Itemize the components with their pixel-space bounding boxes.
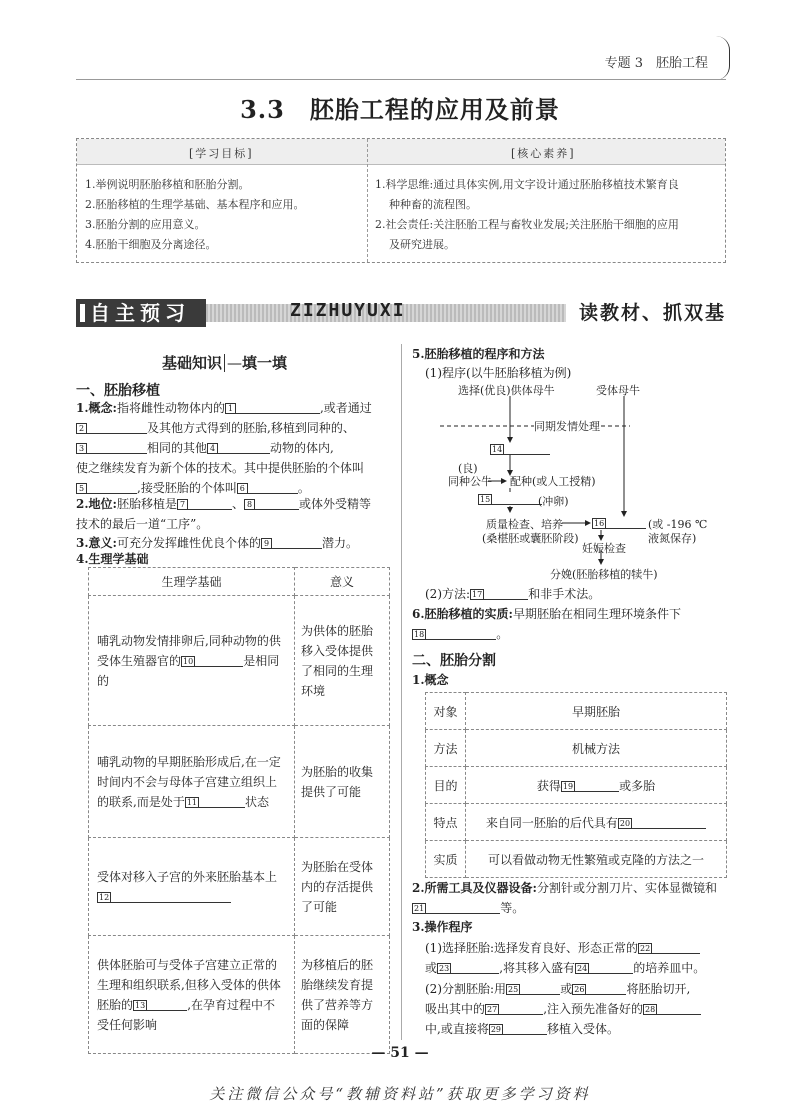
goals-right-title: [核心素养] (511, 147, 576, 160)
section-5-heading: 5.胚胎移植的程序和方法 (412, 347, 545, 361)
band-left-title: 自主预习 (76, 299, 206, 327)
flow-blank-16: 16 (592, 516, 646, 530)
footer-note: 关注微信公众号“教辅资料站”获取更多学习资料 (209, 1085, 591, 1103)
table-row: 目的 获得 19 或多胎 (426, 767, 727, 804)
flow-stage: (桑椹胚或囊胚阶段) (482, 532, 579, 545)
meaning-paragraph: 3.意义:可充分发挥雌性优良个体的 9 潜力。 (76, 536, 358, 550)
flow-cryo: (或 -196 ℃ (648, 518, 708, 531)
program-label: (1)程序(以牛胚胎移植为例) (425, 366, 572, 380)
table-header: 生理学基础 (89, 568, 295, 596)
flow-birth: 分娩(胚胎移植的犊牛) (550, 568, 658, 581)
table-row: 对象 早期胚胎 (426, 693, 727, 730)
tools-paragraph: 2.所需工具及仪器设备:分割针或分割刀片、实体显微镜和 21 等。 (412, 881, 717, 915)
list-item: 3.胚胎分割的应用意义。 (85, 218, 206, 231)
table-row: 哺乳动物的早期胚胎形成后,在一定时间内不会与母体子宫建立组织上的联系,而是处于 11 状态 为胚胎的收集提供了可能 (89, 726, 390, 838)
flow-diagram (410, 380, 730, 580)
list-item: 4.胚胎干细胞及分离途径。 (85, 238, 217, 251)
list-item: 1.科学思维:通过具体实例,用文字设计通过胚胎移植技术繁育良 (375, 178, 679, 191)
header-rule (76, 79, 726, 80)
flow-recipient: 受体母牛 (596, 384, 640, 397)
list-item: 2.社会责任:关注胚胎工程与畜牧业发展;关注胚胎干细胞的应用 (375, 218, 679, 231)
flow-bull: 同种公牛 (448, 475, 492, 488)
goals-divider (367, 139, 368, 262)
subheading-right: 填一填 (242, 354, 288, 372)
band-pin (80, 304, 85, 322)
table-row: 特点 来自同一胚胎的后代具有 20 (426, 804, 727, 841)
band-right-title: 读教材、抓双基 (566, 296, 726, 330)
page-number: — 51 — (371, 1045, 429, 1061)
flow-check: 质量检查、培养 (486, 518, 563, 531)
table-header: 意义 (295, 568, 390, 596)
section-band (76, 296, 726, 330)
concept-paragraph: 1.概念:指将雌性动物体内的 1 ,或者通过 2 及其他方式得到的胚胎,移植到同种的、 3 相同的其他 4 动物的体内, 使之继续发育为新个体的技术。其中提供胚胎的个体叫 5 ,接受胚胎的个体叫 6 。 (76, 401, 372, 495)
flow-donor: 选择(优良)供体母牛 (458, 384, 555, 397)
flow-cryo2: 液氮保存) (648, 532, 697, 545)
goals-left-list (85, 175, 305, 255)
method-line: (2)方法: 17 和非手术法。 (425, 587, 601, 601)
goals-header-bar (77, 139, 725, 165)
physio-table (88, 567, 390, 1054)
flow-blank-14: 14 (490, 442, 550, 456)
list-item: 及研究进展。 (389, 238, 455, 251)
ops-split-paragraph: (2)分割胚胎:用 25 或 26 将胚胎切开, 吸出其中的 27 ,注入预先准备好的 28 中,或直接将 29 移植入受体。 (425, 979, 728, 1039)
division-table (425, 692, 727, 878)
goals-box (76, 138, 726, 263)
chapter-header: 专题 3 胚胎工程 (604, 56, 708, 71)
table-row: 实质 可以看做动物无性繁殖或克隆的方法之一 (426, 841, 727, 878)
section-1-heading: 一、胚胎移植 (76, 383, 160, 399)
physio-label: 4.生理学基础 (76, 552, 149, 566)
page-title: 3.3 胚胎工程的应用及前景 (240, 95, 560, 124)
position-paragraph: 2.地位:胚胎移植是 7 、 8 或体外受精等 技术的最后一道“工序”。 (76, 497, 372, 531)
flow-preg: 妊娠检查 (582, 542, 626, 555)
band-pinyin: ZIZHUYUXI (290, 300, 406, 321)
essence-paragraph: 6.胚胎移植的实质:早期胚胎在相同生理环境条件下 18 。 (412, 607, 681, 641)
subheading-left: 基础知识 (162, 354, 223, 372)
flow-flush: (冲卵) (538, 495, 569, 508)
flow-mate: 配种(或人工授精) (510, 475, 596, 488)
table-row: 受体对移入子宫的外来胚胎基本上 12 为胚胎在受体内的存活提供了可能 (89, 838, 390, 936)
goals-right-list (375, 175, 679, 255)
division-concept-label: 1.概念 (412, 673, 449, 687)
column-divider (401, 344, 402, 1040)
ops-label: 3.操作程序 (412, 920, 473, 934)
table-row: 方法 机械方法 (426, 730, 727, 767)
table-row: 供体胚胎可与受体子宫建立正常的生理和组织联系,但移入受体的供体胚胎的 13 ,在孕育过程中不受任何影响 为移植后的胚胎继续发育提供了营养等方面的保障 (89, 936, 390, 1054)
ops-select-paragraph: (1)选择胚胎:选择发育良好、形态正常的 22 或 23 ,将其移入盛有 24 的培养皿中。 (425, 941, 706, 975)
table-header-row (89, 568, 390, 596)
list-item: 2.胚胎移植的生理学基础、基本程序和应用。 (85, 198, 305, 211)
flow-blank-15: 15 (478, 492, 542, 506)
subheading: 基础知识 —填一填 (162, 354, 288, 372)
list-item: 1.举例说明胚胎移植和胚胎分割。 (85, 178, 250, 191)
section-2-heading: 二、胚胎分割 (412, 653, 496, 669)
flow-sync: 同期发情处理 (534, 420, 600, 433)
flow-good: (良) (458, 462, 478, 475)
list-item: 种种畜的流程图。 (389, 198, 477, 211)
goals-left-title: [学习目标] (189, 147, 254, 160)
header-curve (716, 36, 730, 80)
table-row: 哺乳动物发情排卵后,同种动物的供受体生殖器官的 10 是相同的 为供体的胚胎移入受体提供了相同的生理环境 (89, 596, 390, 726)
